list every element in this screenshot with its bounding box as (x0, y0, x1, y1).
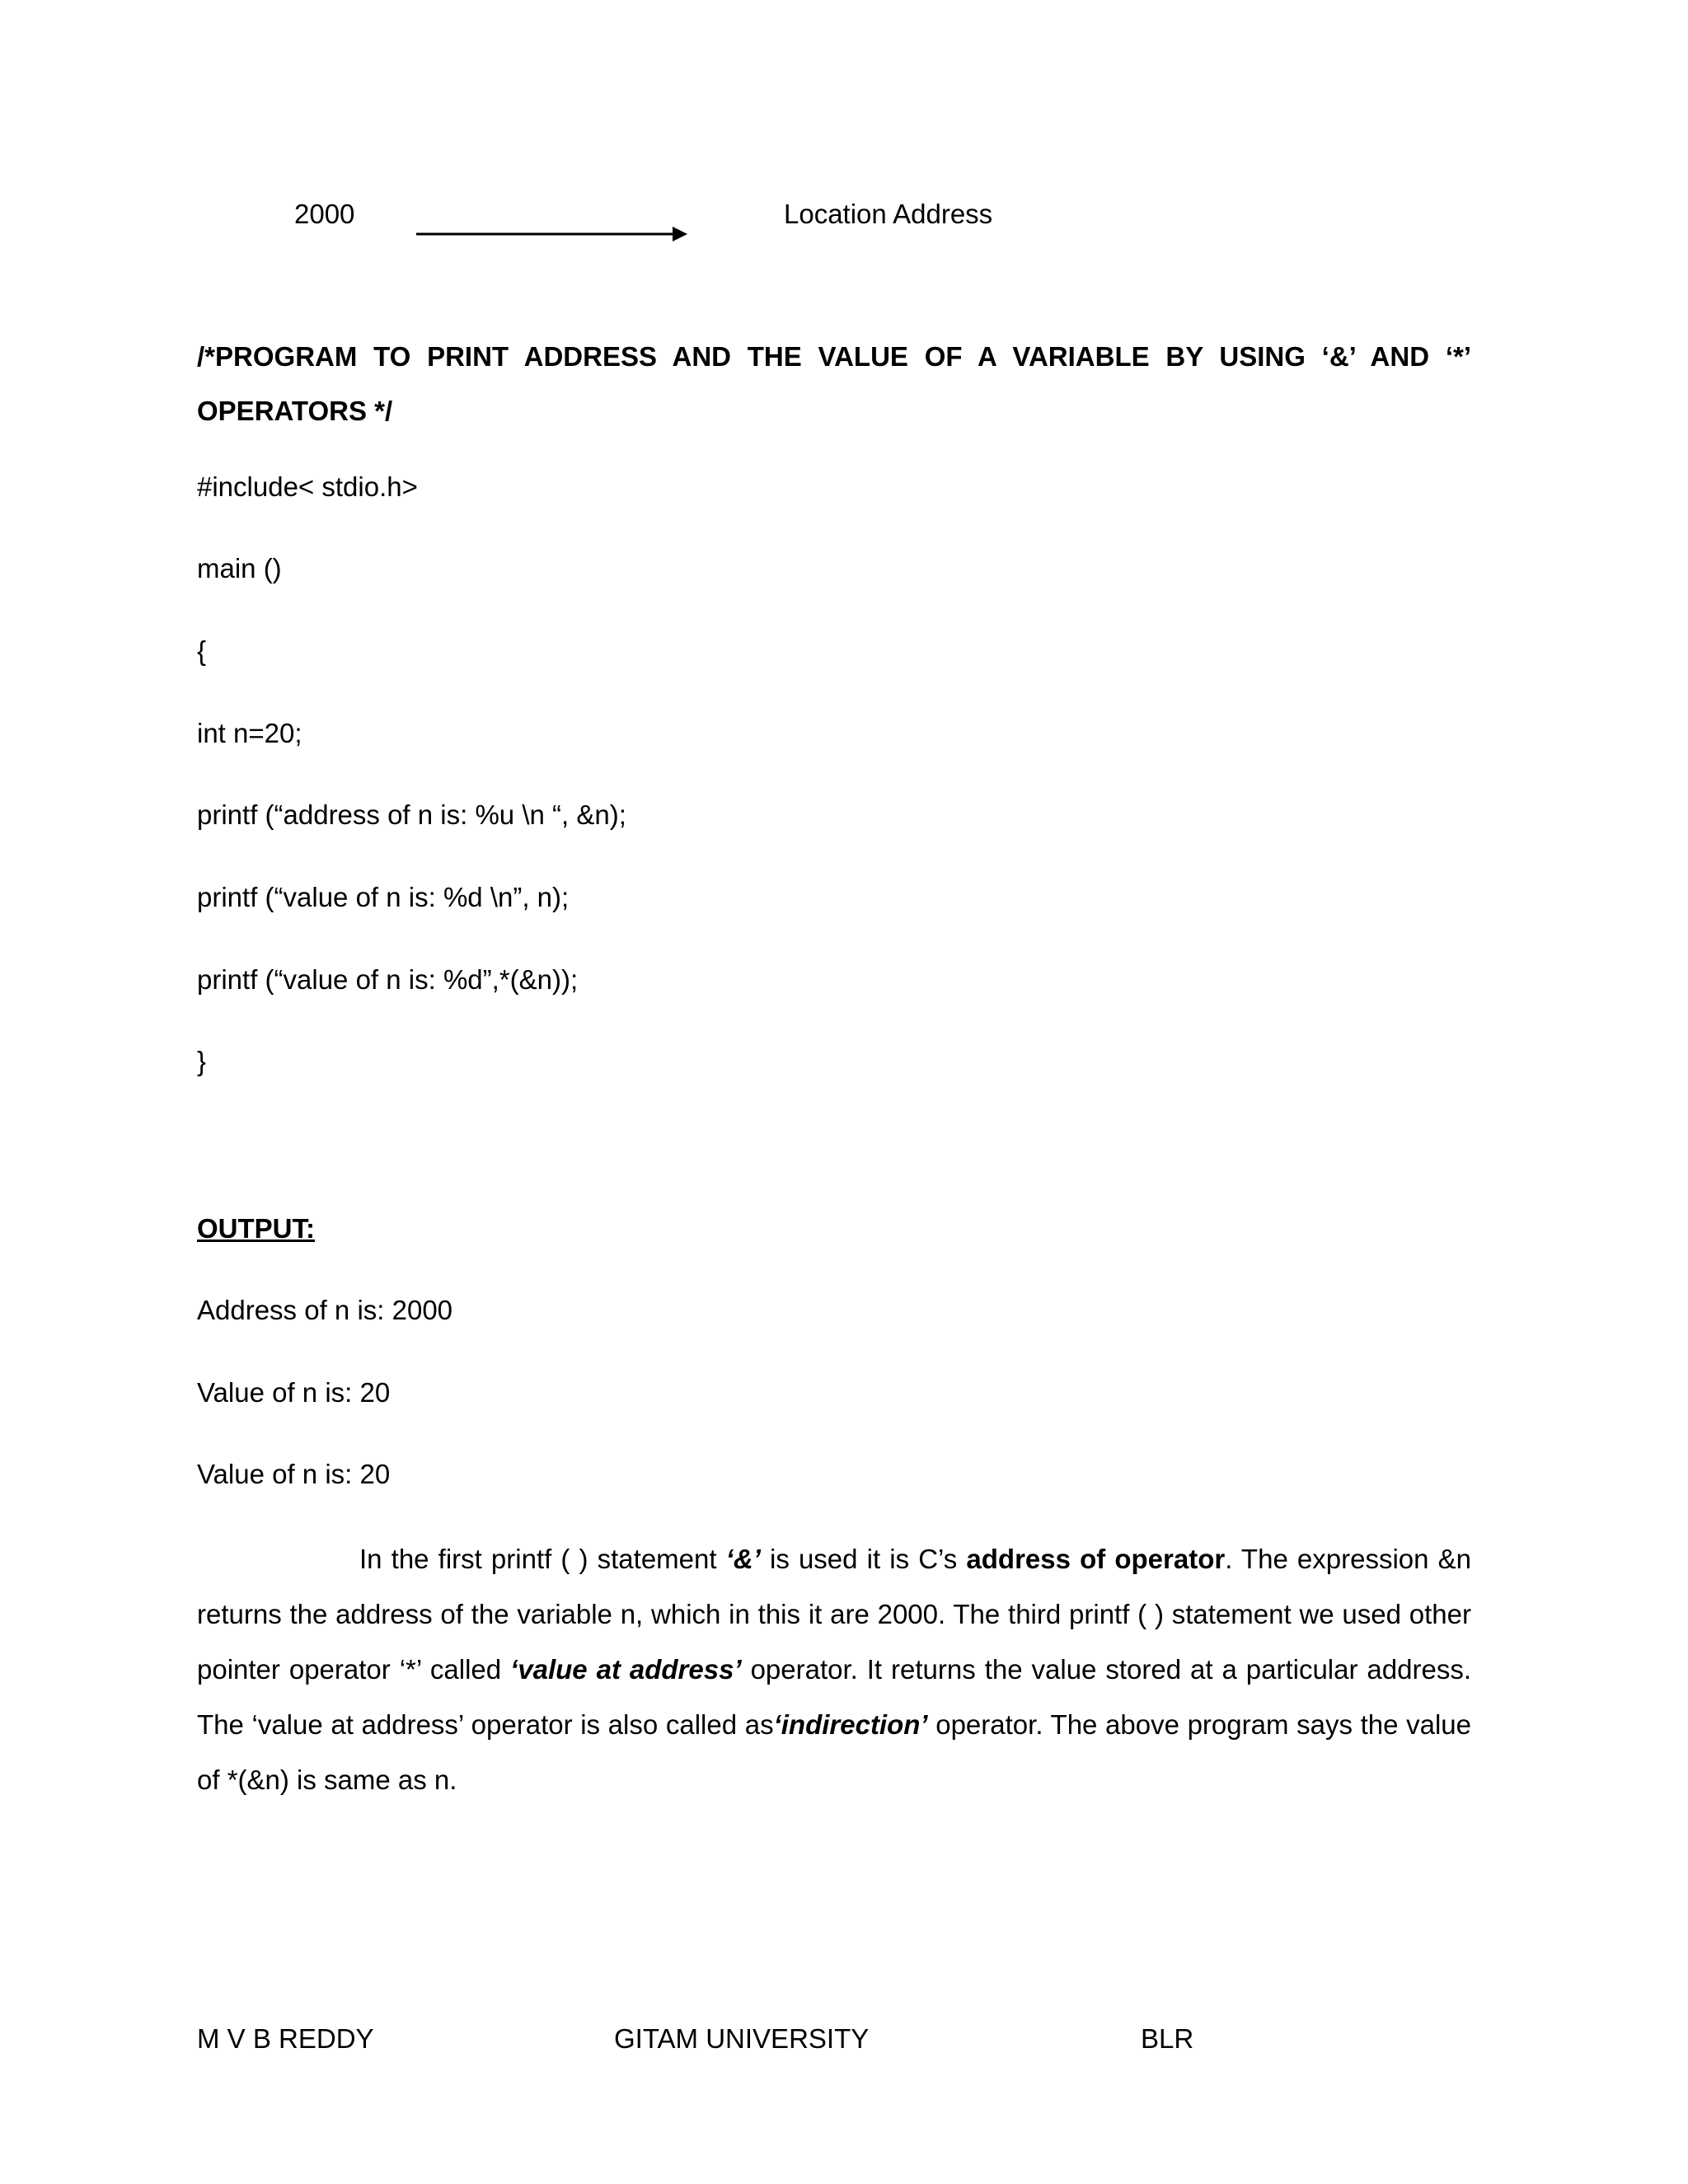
explanation-text: operator. It returns the value stored at a particular address. The ‘value at address’ operator is also called as (197, 1654, 1471, 1740)
footer-university: GITAM UNIVERSITY (614, 2023, 870, 2054)
output-line: Value of n is: 20 (197, 1377, 391, 1408)
code-line: { (197, 635, 207, 666)
code-line: } (197, 1046, 207, 1076)
explanation-text: is used it is C’s (760, 1544, 967, 1574)
explanation-address-of-operator: address of operator (966, 1544, 1226, 1574)
explanation-indirection: ‘indirection’ (773, 1709, 928, 1740)
explanation-value-at-address: ‘value at address’ (510, 1654, 742, 1685)
footer-author: M V B REDDY (197, 2023, 374, 2054)
address-label: Location Address (784, 199, 993, 229)
code-line: printf (“value of n is: %d \n”, n); (197, 882, 570, 912)
output-line: Address of n is: 2000 (197, 1295, 453, 1325)
output-line: Value of n is: 20 (197, 1459, 391, 1489)
explanation-text: operator. The above program says the value of *(&n) is same as n. (197, 1709, 1471, 1795)
program-title: /*PROGRAM TO PRINT ADDRESS AND THE VALUE OF A VARIABLE BY USING ‘&’ AND ‘*’ OPERATORS */ (197, 341, 1471, 426)
address-value: 2000 (294, 199, 355, 229)
code-line: printf (“address of n is: %u \n “, &n); (197, 799, 626, 830)
explanation-text: . The expression &n returns the address of the variable n, which in this it are 2000. The third printf ( ) statement we used other pointer operator ‘*’ called (197, 1544, 1471, 1685)
output-heading: OUTPUT: (197, 1213, 315, 1244)
code-line: main () (197, 553, 282, 583)
explanation-paragraph (197, 1531, 1471, 1807)
arrow-right-icon (412, 223, 692, 247)
code-line: printf (“value of n is: %d”,*(&n)); (197, 964, 579, 995)
footer-location: BLR (1141, 2023, 1194, 2054)
code-line: #include< stdio.h> (197, 471, 418, 502)
explanation-ampersand: ‘&’ (725, 1544, 761, 1574)
explanation-text: In the first printf ( ) statement (359, 1544, 726, 1574)
code-line: int n=20; (197, 718, 302, 748)
